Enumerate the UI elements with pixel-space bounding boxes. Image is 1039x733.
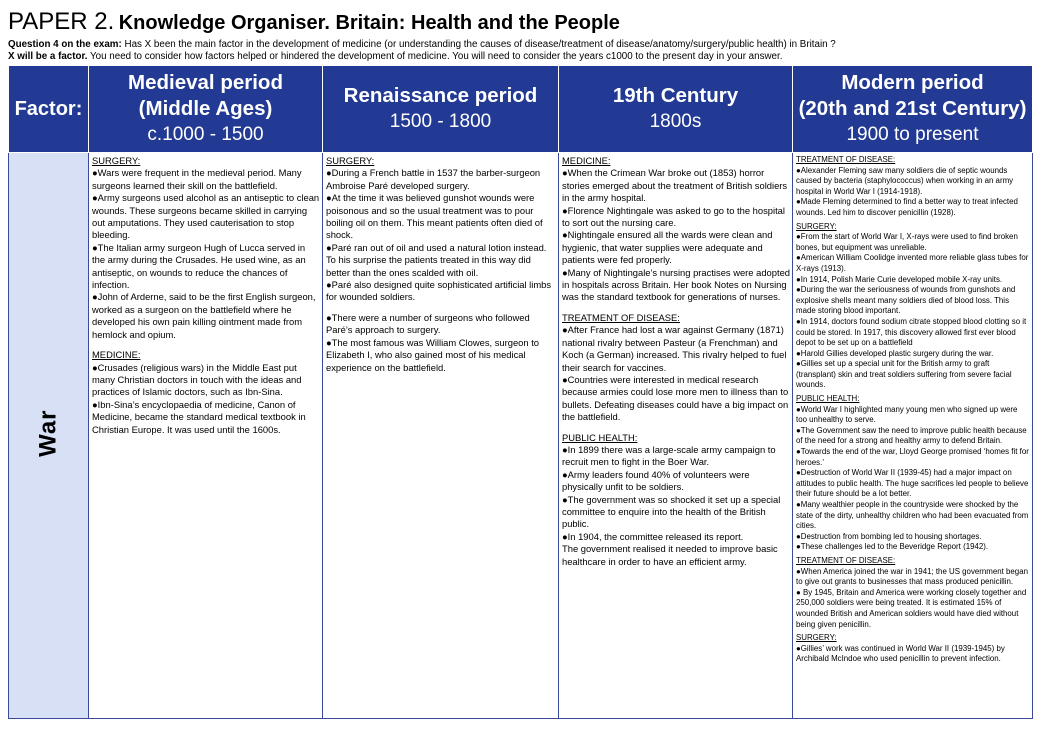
section-heading: TREATMENT OF DISEASE: [562, 311, 680, 323]
bullet-point: ●Destruction of World War II (1939-45) had a major impact on attitudes to public health. The huge sacrifices led people to believe their future should be a lot better. [796, 468, 1029, 499]
factor-label: War [34, 409, 62, 458]
modern-name-2: (20th and 21st Century) [798, 97, 1027, 120]
bullet-point: ●World War I highlighted many young men who signed up were too unhealthy to serve. [796, 404, 1018, 425]
bullet-point: ●In 1904, the committee released its report. [562, 530, 744, 542]
modern-cell [793, 153, 1033, 719]
bullet-point: ●During a French battle in 1537 the barber-surgeon Ambroise Paré developed surgery. [326, 167, 541, 191]
c19-header [559, 66, 793, 153]
bullet-point: ●Florence Nightingale was asked to go to the hospital to sort out the nursing care. [562, 204, 785, 229]
bullet-point: ●Harold Gillies developed plastic surgery during the war. [796, 348, 994, 358]
section-heading: SURGERY: [92, 155, 141, 166]
bullet-point: ●Towards the end of the war, Lloyd George promised ‘homes fit for heroes.’ [796, 447, 1029, 467]
bullet-point: ●When America joined the war in 1941; the US government began to give out grants to businesses that mass produced penicillin. [796, 566, 1028, 587]
header-row [9, 66, 1033, 153]
c19-name: 19th Century [612, 84, 739, 107]
bullet-point: ●Made Fleming determined to find a better way to treat infected wounds. Led him to discover penicillin (1928). [796, 197, 1018, 217]
medieval-name-1: Medieval period [128, 71, 283, 94]
bullet-point: ●Paré ran out of oil and used a natural lotion instead. To his surprise the patients treated in this way did better than the ones scalded with oil. [326, 241, 547, 278]
bullet-point: ●At the time it was believed gunshot wounds were poisonous and so the usual treatment was to pour boiling oil on them. This meant patients often died of shock. [326, 192, 543, 241]
medieval-range: c.1000 - 1500 [147, 124, 264, 145]
section-heading: SURGERY: [796, 633, 837, 643]
section-heading: TREATMENT OF DISEASE: [796, 155, 896, 164]
bullet-point: ●Crusades (religious wars) in the Middle East put many Christian doctors in touch with the ideas and practices of Islamic doctors, such as Ibn-Sina. [92, 361, 302, 398]
bullet-point: ●In 1914, Polish Marie Curie developed mobile X-ray units. [796, 274, 1003, 284]
renaissance-name: Renaissance period [343, 84, 538, 107]
factor-header: Factor: [9, 66, 89, 153]
bullet-point: The government realised it needed to improve basic healthcare in order to have an efficient army. [562, 543, 778, 567]
paper-label: PAPER 2. [8, 8, 115, 35]
section-heading: TREATMENT OF DISEASE: [796, 555, 896, 565]
bullet-point: ●In 1899 there was a large-scale army campaign to recruit men to fight in the Boer War. [562, 443, 776, 468]
bullet-point: ●The government was so shocked it set up a special committee to enquire into the health of the British public. [562, 493, 781, 530]
bullet-point: ●These challenges led to the Beveridge Report (1942). [796, 542, 989, 552]
bullet-point: ●Gillies’ work was continued in World War II (1939-1945) by Archibald McIndoe who used penicillin to prevent infection. [796, 643, 1005, 664]
section-heading: SURGERY: [326, 155, 375, 166]
bullet-point: ●Countries were interested in medical research because armies could lose more men to illness than to bullets. Defeating diseases could have a big impact on the battlefield. [562, 373, 789, 423]
bullet-point: ●After France had lost a war against Germany (1871) national rivalry between Pasteur (a Frenchman) and Koch (a German) increased. This rivalry helped to fuel their search for vaccines. [562, 324, 787, 373]
renaissance-cell [323, 153, 559, 719]
bullet-point: ●In 1914, doctors found sodium citrate stopped blood clotting so it could be stored. In 1917, this discovery allowed first ever blood depot to be set up on a battlefield [796, 316, 1027, 348]
bullet-point: ●American William Coolidge invented more reliable glass tubes for X-rays (1913). [796, 253, 1029, 273]
title-text: Knowledge Organiser. Britain: Health and the People [118, 12, 620, 34]
bullet-point: ●When the Crimean War broke out (1853) horror stories emerged about the treatment of British soldiers in the army hospital. [562, 167, 788, 204]
bullet-point: ●During the war the seriousness of wounds from gunshots and explosive shells meant many soldiers died of blood loss. This made storing blood important. [796, 285, 1016, 316]
bullet-point: ●Ibn-Sina’s encyclopaedia of medicine, Canon of Medicine, became the standard medical textbook in Christian Europe. It was used until the 1600s. [92, 398, 306, 435]
medieval-name-2: (Middle Ages) [138, 97, 273, 120]
bullet-point: ●From the start of World War I, X-rays were used to find broken bones, but equipment was unreliable. [796, 232, 1018, 252]
bullet-point: ●There were a number of surgeons who followed Paré’s approach to surgery. [326, 311, 530, 336]
page-title [8, 6, 1031, 38]
renaissance-header [323, 66, 559, 153]
section-heading: PUBLIC HEALTH: [562, 431, 638, 443]
c19-cell [559, 153, 793, 719]
bullet-point: ●Nightingale ensured all the wards were clean and hygienic, that water supplies were adequate and patients were fed properly. [562, 229, 773, 266]
factor-cell-war [9, 153, 89, 719]
question-label: Question 4 on the exam: [8, 39, 122, 50]
medieval-header [89, 66, 323, 153]
bullet-point: ● By 1945, Britain and America were working closely together and 250,000 soldiers were being treated. It is estimated 15% of wounded British and American soldiers would have died without being given penicillin. [796, 587, 1027, 629]
bullet-point: ●Alexander Fleming saw many soldiers die of septic wounds caused by bacteria (staphylococcus) when working in an army hospital in World War I (1914-1918). [796, 165, 1014, 196]
section-heading: MEDICINE: [562, 155, 611, 166]
bullet-point: ●Many of Nightingale’s nursing practises were adopted in hospitals across Britain. Her book Notes on Nursing was the standard textbook for generations of nurses. [562, 266, 791, 303]
factor-note-label: X will be a factor. [8, 51, 88, 62]
bullet-point: ●John of Arderne, said to be the first English surgeon, worked as a surgeon on the battlefield where he developed his own pain killing ointment made from hemlock and opium. [92, 291, 316, 340]
bullet-point: ●Paré also designed quite sophisticated artificial limbs for wounded soldiers. [326, 279, 552, 303]
bullet-point: ●Many wealthier people in the countryside were shocked by the state of the dirty, unhealthy children who had been evacuated from cities. [796, 500, 1029, 531]
section-heading: PUBLIC HEALTH: [796, 394, 860, 404]
bullet-point: ●Gillies set up a special unit for the British army to graft (transplant) skin and treat soldiers suffering from severe facial wounds. [796, 359, 1012, 390]
factor-line [8, 51, 1031, 63]
bullet-point: ●Wars were frequent in the medieval period. Many surgeons learned their skill on the battlefield. [92, 167, 302, 191]
bullet-point: ●Destruction from bombing led to housing shortages. [796, 531, 982, 541]
c19-range: 1800s [649, 111, 702, 132]
modern-header [793, 66, 1033, 153]
bullet-point: ●The most famous was William Clowes, surgeon to Elizabeth I, who also gained most of his medical experience on the battlefield. [326, 336, 540, 373]
section-heading: SURGERY: [796, 221, 837, 231]
exam-instructions [8, 39, 1031, 63]
question-line [8, 39, 1031, 51]
medieval-cell [89, 153, 323, 719]
bullet-point: ●The Italian army surgeon Hugh of Lucca served in the army during the Crusades. He used wine, as an antiseptic, on wounds to reduce the chances of infection. [92, 241, 306, 291]
war-row [9, 153, 1033, 719]
bullet-point: ●Army surgeons used alcohol as an antiseptic to clean wounds. These surgeons became skilled in carrying out amputations. They used cauterisation to stop bleeding. [92, 192, 320, 241]
organiser-table [8, 65, 1033, 719]
modern-name-1: Modern period [841, 71, 984, 94]
bullet-point: ●Army leaders found 40% of volunteers were physically unfit to be soldiers. [562, 468, 750, 493]
renaissance-range: 1500 - 1800 [389, 111, 492, 132]
factor-note-text: You need to consider how factors helped or hindered the development of medicine. You will need to consider the years c1000 to the present day in your answer. [90, 51, 783, 62]
section-heading: MEDICINE: [92, 349, 141, 361]
bullet-point: ●The Government saw the need to improve public health because of the need for a strong and healthy army to defend Britain. [796, 425, 1027, 446]
modern-range: 1900 to present [846, 124, 979, 145]
question-text: Has X been the main factor in the development of medicine (or understanding the causes of disease/treatment of disease/anatomy/surgery/public health) in Britain ? [124, 39, 836, 50]
